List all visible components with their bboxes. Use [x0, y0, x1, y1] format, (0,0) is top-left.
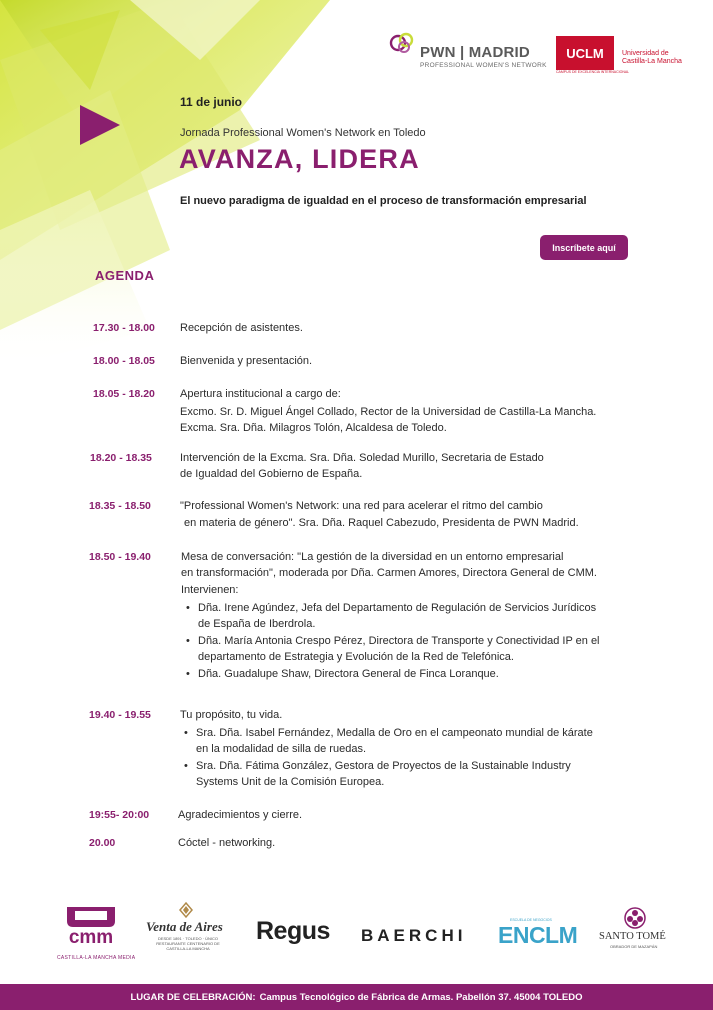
- agenda-line: Cóctel - networking.: [178, 837, 276, 849]
- pwn-madrid-logo: [388, 22, 547, 74]
- agenda-bullet: • Dña. María Antonia Crespo Pérez, Directora de Transporte y Conectividad IP en el: [198, 634, 600, 649]
- agenda-line: Tu propósito, tu vida.: [180, 709, 283, 721]
- agenda-bullet: • Dña. Irene Agúndez, Jefa del Departamento de Regulación de Servicios Jurídicos: [198, 601, 596, 616]
- venta-subtitle: DESDE 1891 · TOLEDO · ÚNICO RESTAURANTE CENTENARIO DE CASTILLA-LA MANCHA: [156, 936, 220, 951]
- agenda-line: Apertura institucional a cargo de:: [180, 388, 341, 400]
- footer-venue-bar: [0, 984, 713, 1010]
- agenda-time: 18.00 - 18.05: [93, 355, 155, 367]
- agenda-line: Excma. Sra. Dña. Milagros Tolón, Alcaldesa de Toledo.: [180, 422, 447, 434]
- agenda-time: 19:55- 20:00: [89, 809, 150, 821]
- event-date: 11 de junio: [180, 95, 243, 109]
- footer-label: LUGAR DE CELEBRACIÓN:: [130, 991, 256, 1003]
- agenda-heading: AGENDA: [95, 268, 155, 283]
- agenda-time: 17.30 - 18.00: [93, 322, 155, 334]
- register-button[interactable]: Inscríbete aquí: [540, 235, 628, 260]
- uclm-mark: UCLM: [556, 36, 614, 70]
- event-subtitle: Jornada Professional Women's Network en Toledo: [180, 127, 426, 139]
- agenda-line: Intervienen:: [181, 584, 239, 596]
- agenda-line: en la modalidad de silla de ruedas.: [196, 743, 367, 755]
- agenda-line: "Professional Women's Network: una red para acelerar el ritmo del cambio: [180, 500, 543, 512]
- agenda-line: Excmo. Sr. D. Miguel Ángel Collado, Rector de la Universidad de Castilla-La Mancha.: [180, 406, 597, 418]
- agenda-time: 20.00: [89, 837, 116, 849]
- agenda-line: de España de Iberdrola.: [198, 618, 316, 630]
- agenda-bullet: • Dña. Guadalupe Shaw, Directora General de Finca Loranque.: [198, 667, 499, 682]
- agenda-time: 18.05 - 18.20: [93, 388, 155, 400]
- santo-tome-emblem-icon: [622, 906, 648, 930]
- uclm-name: Universidad de Castilla-La Mancha: [622, 50, 682, 65]
- event-headline: AVANZA, LIDERA: [179, 144, 420, 174]
- agenda-time: 18.35 - 18.50: [89, 500, 151, 512]
- venta-de-aires-logo: Venta de Aires: [146, 919, 223, 934]
- pwn-title: PWN | MADRID: [420, 44, 530, 61]
- agenda-line: Mesa de conversación: "La gestión de la diversidad en un entorno empresarial: [181, 551, 564, 563]
- enclm-subtitle: ESCUELA DE NEGOCIOS: [510, 918, 552, 922]
- uclm-logo: [556, 36, 706, 76]
- agenda-line: Bienvenida y presentación.: [180, 355, 313, 367]
- cmm-bucket-icon: [65, 905, 117, 929]
- agenda-line: departamento de Estrategia y Evolución de la Red de Telefónica.: [198, 651, 514, 663]
- santo-tome-subtitle: OBRADOR DE MAZAPÁN: [610, 944, 658, 949]
- agenda-line: Systems Unit de la Comisión Europea.: [196, 776, 385, 788]
- agenda-line: en materia de género". Sra. Dña. Raquel Cabezudo, Presidenta de PWN Madrid.: [184, 517, 579, 529]
- baerchi-logo: BAERCHI: [361, 926, 467, 945]
- cmm-subtitle: CASTILLA-LA MANCHA MEDIA: [57, 955, 136, 961]
- regus-logo: Regus: [256, 917, 330, 945]
- santo-tome-logo: SANTO TOMÉ: [599, 931, 666, 942]
- pwn-subtitle: PROFESSIONAL WOMEN'S NETWORK: [420, 62, 547, 69]
- agenda-line: de Igualdad del Gobierno de España.: [180, 468, 363, 480]
- agenda-line: Agradecimientos y cierre.: [178, 809, 303, 821]
- agenda-line: en transformación", moderada por Dña. Carmen Amores, Directora General de CMM.: [181, 567, 597, 579]
- agenda-time: 18.50 - 19.40: [89, 551, 151, 563]
- enclm-logo: ENCLM: [498, 922, 578, 948]
- uclm-tagline: CAMPUS DE EXCELENCIA INTERNACIONAL: [556, 70, 630, 74]
- agenda-bullet: • Sra. Dña. Fátima González, Gestora de Proyectos de la Sustainable Industry: [196, 759, 571, 774]
- agenda-time: 19.40 - 19.55: [89, 709, 151, 721]
- venta-emblem-icon: [178, 902, 194, 918]
- agenda-line: Intervención de la Excma. Sra. Dña. Soledad Murillo, Secretaria de Estado: [180, 452, 544, 464]
- footer-venue: Campus Tecnológico de Fábrica de Armas. Pabellón 37. 45004 TOLEDO: [259, 991, 583, 1003]
- event-tagline: El nuevo paradigma de igualdad en el proceso de transformación empresarial: [180, 195, 587, 207]
- agenda-bullet: • Sra. Dña. Isabel Fernández, Medalla de Oro en el campeonato mundial de kárate: [196, 726, 593, 741]
- pwn-rings-icon: [388, 26, 420, 56]
- agenda-line: Recepción de asistentes.: [180, 322, 303, 334]
- cmm-logo: cmm: [65, 905, 117, 953]
- agenda-time: 18.20 - 18.35: [90, 452, 152, 464]
